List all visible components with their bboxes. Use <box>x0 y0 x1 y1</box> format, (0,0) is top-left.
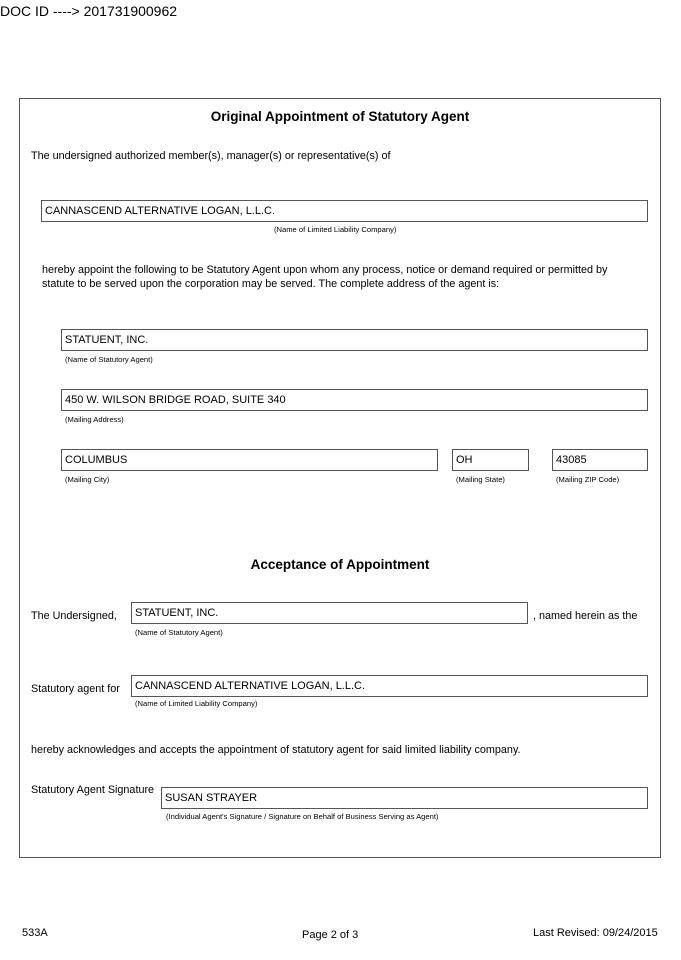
acknowledge-text: hereby acknowledges and accepts the appointment of statutory agent for said limited liability company. <box>31 744 521 756</box>
document-id: DOC ID ----> 201731900962 <box>0 3 178 19</box>
acceptance-company-name-field[interactable]: CANNASCEND ALTERNATIVE LOGAN, L.L.C. <box>131 675 648 697</box>
statutory-agent-for-label: Statutory agent for <box>31 683 120 695</box>
signature-caption: (Individual Agent's Signature / Signature on Behalf of Business Serving as Agent) <box>166 812 439 821</box>
signature-field[interactable]: SUSAN STRAYER <box>161 787 648 809</box>
agent-name-field[interactable]: STATUENT, INC. <box>61 329 648 351</box>
mailing-zip-field[interactable]: 43085 <box>552 449 648 471</box>
appoint-text-line2: statute to be served upon the corporation may be served. The complete address of the agent is: <box>42 278 500 290</box>
acceptance-agent-name-field[interactable]: STATUENT, INC. <box>131 602 528 624</box>
named-herein-text: , named herein as the <box>533 610 638 622</box>
appointment-title: Original Appointment of Statutory Agent <box>210 109 470 124</box>
appointment-intro: The undersigned authorized member(s), manager(s) or representative(s) of <box>31 150 391 162</box>
mailing-address-caption: (Mailing Address) <box>65 415 124 424</box>
company-name-caption: (Name of Limited Liability Company) <box>274 225 397 234</box>
mailing-zip-caption: (Mailing ZIP Code) <box>556 475 620 484</box>
acceptance-agent-name-caption: (Name of Statutory Agent) <box>135 628 223 637</box>
agent-name-caption: (Name of Statutory Agent) <box>65 355 153 364</box>
mailing-city-caption: (Mailing City) <box>65 475 110 484</box>
company-name-field[interactable]: CANNASCEND ALTERNATIVE LOGAN, L.L.C. <box>41 200 648 222</box>
undersigned-label: The Undersigned, <box>31 610 117 622</box>
form-number: 533A <box>22 927 48 939</box>
mailing-state-field[interactable]: OH <box>452 449 529 471</box>
acceptance-title: Acceptance of Appointment <box>250 557 430 572</box>
acceptance-company-caption: (Name of Limited Liability Company) <box>135 699 258 708</box>
last-revised: Last Revised: 09/24/2015 <box>533 927 658 939</box>
mailing-address-field[interactable]: 450 W. WILSON BRIDGE ROAD, SUITE 340 <box>61 389 648 411</box>
signature-label: Statutory Agent Signature <box>31 784 155 796</box>
mailing-city-field[interactable]: COLUMBUS <box>61 449 438 471</box>
appoint-text-line1: hereby appoint the following to be Statutory Agent upon whom any process, notice or demand required or permitted by <box>42 264 608 276</box>
page-number: Page 2 of 3 <box>302 929 359 941</box>
mailing-state-caption: (Mailing State) <box>456 475 505 484</box>
